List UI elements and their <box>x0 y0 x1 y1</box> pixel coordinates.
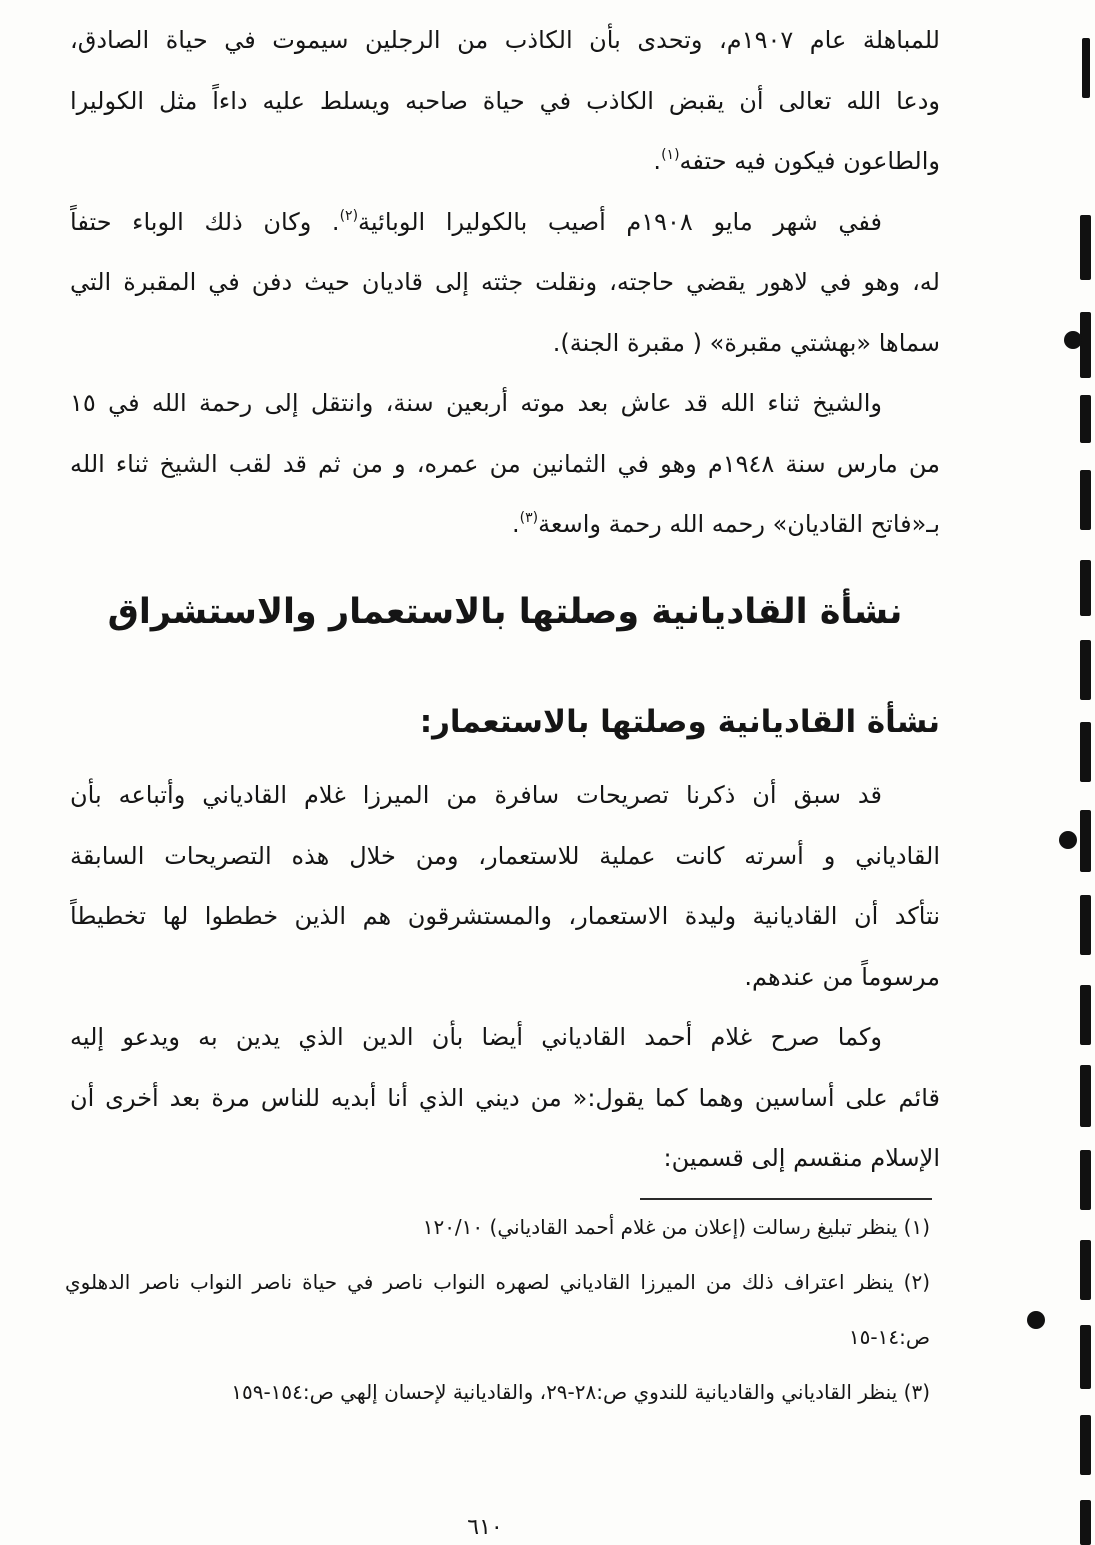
text-line: الإسلام منقسم إلى قسمين: <box>663 1144 940 1172</box>
subsection-title: نشأة القاديانية وصلتها بالاستعمار: <box>419 704 940 740</box>
binding-bar <box>1080 895 1091 955</box>
text-line: ودعا الله تعالى أن يقبض الكاذب في حياة صاحبه ويسلط عليه داءاً مثل الكوليرا <box>70 86 940 115</box>
binding-bar <box>1080 1500 1091 1545</box>
binding-bar <box>1080 312 1091 378</box>
binding-bar <box>1080 1240 1091 1300</box>
line-text: . <box>512 510 520 538</box>
text-line: قد سبق أن ذكرنا تصريحات سافرة من الميرزا غلام القادياني وأتباعه بأن <box>70 781 882 809</box>
binding-bar <box>1080 1325 1091 1389</box>
text-line: مرسوماً من عندهم. <box>744 962 940 991</box>
binding-bar <box>1080 810 1091 872</box>
binding-bar <box>1080 470 1091 530</box>
intro-text <box>70 10 940 555</box>
text-line: نتأكد أن القاديانية وليدة الاستعمار، والمستشرقون هم الذين خططوا لها تخطيطاً <box>70 902 940 930</box>
binding-dot <box>1064 331 1082 349</box>
line-text: . وكان ذلك الوباء حتفاً <box>70 207 340 236</box>
footnotes <box>65 1200 930 1420</box>
text-line: وكما صرح غلام أحمد القادياني أيضا بأن الدين الذي يدين به ويدعو إليه <box>70 1023 882 1051</box>
binding-dot <box>1059 831 1077 849</box>
binding-bar <box>1080 722 1091 782</box>
section-title: نشأة القاديانية وصلتها بالاستعمار والاستشراق <box>107 592 903 632</box>
text-line: له، وهو في لاهور يقضي حاجته، ونقلت جثته إلى قاديان حيث دفن في المقبرة التي <box>70 268 940 296</box>
binding-bar <box>1080 560 1091 616</box>
binding-bar <box>1080 215 1091 280</box>
binding-dot <box>1027 1311 1045 1329</box>
text-line: سماها «بهشتي مقبرة» ( مقبرة الجنة). <box>552 328 940 357</box>
text-line: من مارس سنة ١٩٤٨م وهو في الثمانين من عمره، و من ثم قد لقب الشيخ ثناء الله <box>70 449 940 478</box>
text-line: للمباهلة عام ١٩٠٧م، وتحدى بأن الكاذب من الرجلين سيموت في حياة الصادق، <box>70 26 940 54</box>
footnote-line: (٢) ينظر اعتراف ذلك من الميرزا القادياني لصهره النواب ناصر في حياة ناصر النواب ناصر الدهلوي <box>65 1270 930 1294</box>
line-text: بـ«فاتح القاديان» رحمه الله رحمة واسعة <box>538 510 940 538</box>
binding-bar <box>1080 1415 1091 1475</box>
line-text: . <box>653 147 662 175</box>
footnote-ref: (٢) <box>339 207 359 224</box>
footnote-line: ص:١٤-١٥ <box>848 1325 930 1349</box>
binding-bar <box>1080 640 1091 700</box>
text-line <box>70 131 940 192</box>
footnote-ref: (٣) <box>519 510 539 526</box>
binding-bar <box>1080 1150 1091 1210</box>
text-line <box>70 192 940 253</box>
text-line: قائم على أساسين وهما كما يقول:« من ديني الذي أنا أبديه للناس مرة بعد أخرى أن <box>70 1083 940 1112</box>
footnote-line: (١) ينظر تبليغ رسالت (إعلان من غلام أحمد القادياني) ١٢٠/١٠ <box>422 1215 930 1239</box>
section-text <box>70 765 940 1189</box>
binding-bar <box>1080 395 1091 443</box>
footnote-line: (٣) ينظر القادياني والقاديانية للندوي ص:٢٨-٢٩، والقاديانية لإحسان إلهي ص:١٥٤-١٥٩ <box>231 1380 930 1404</box>
binding-bar <box>1080 985 1091 1045</box>
line-text: ففي شهر مايو ١٩٠٨م أصيب بالكوليرا الوبائية <box>358 207 883 236</box>
page-number: ٦١٠ <box>467 1515 503 1540</box>
text-line: القادياني و أسرته كانت عملية للاستعمار، ومن خلال هذه التصريحات السابقة <box>70 841 940 870</box>
text-line: والشيخ ثناء الله قد عاش بعد موته أربعين سنة، وانتقل إلى رحمة الله في ١٥ <box>70 389 882 417</box>
line-text: والطاعون فيكون فيه حتفه <box>679 147 940 175</box>
binding-bar <box>1082 38 1090 98</box>
text-line <box>70 494 940 555</box>
footnote-ref: (١) <box>661 147 680 163</box>
binding-bar <box>1080 1065 1091 1127</box>
